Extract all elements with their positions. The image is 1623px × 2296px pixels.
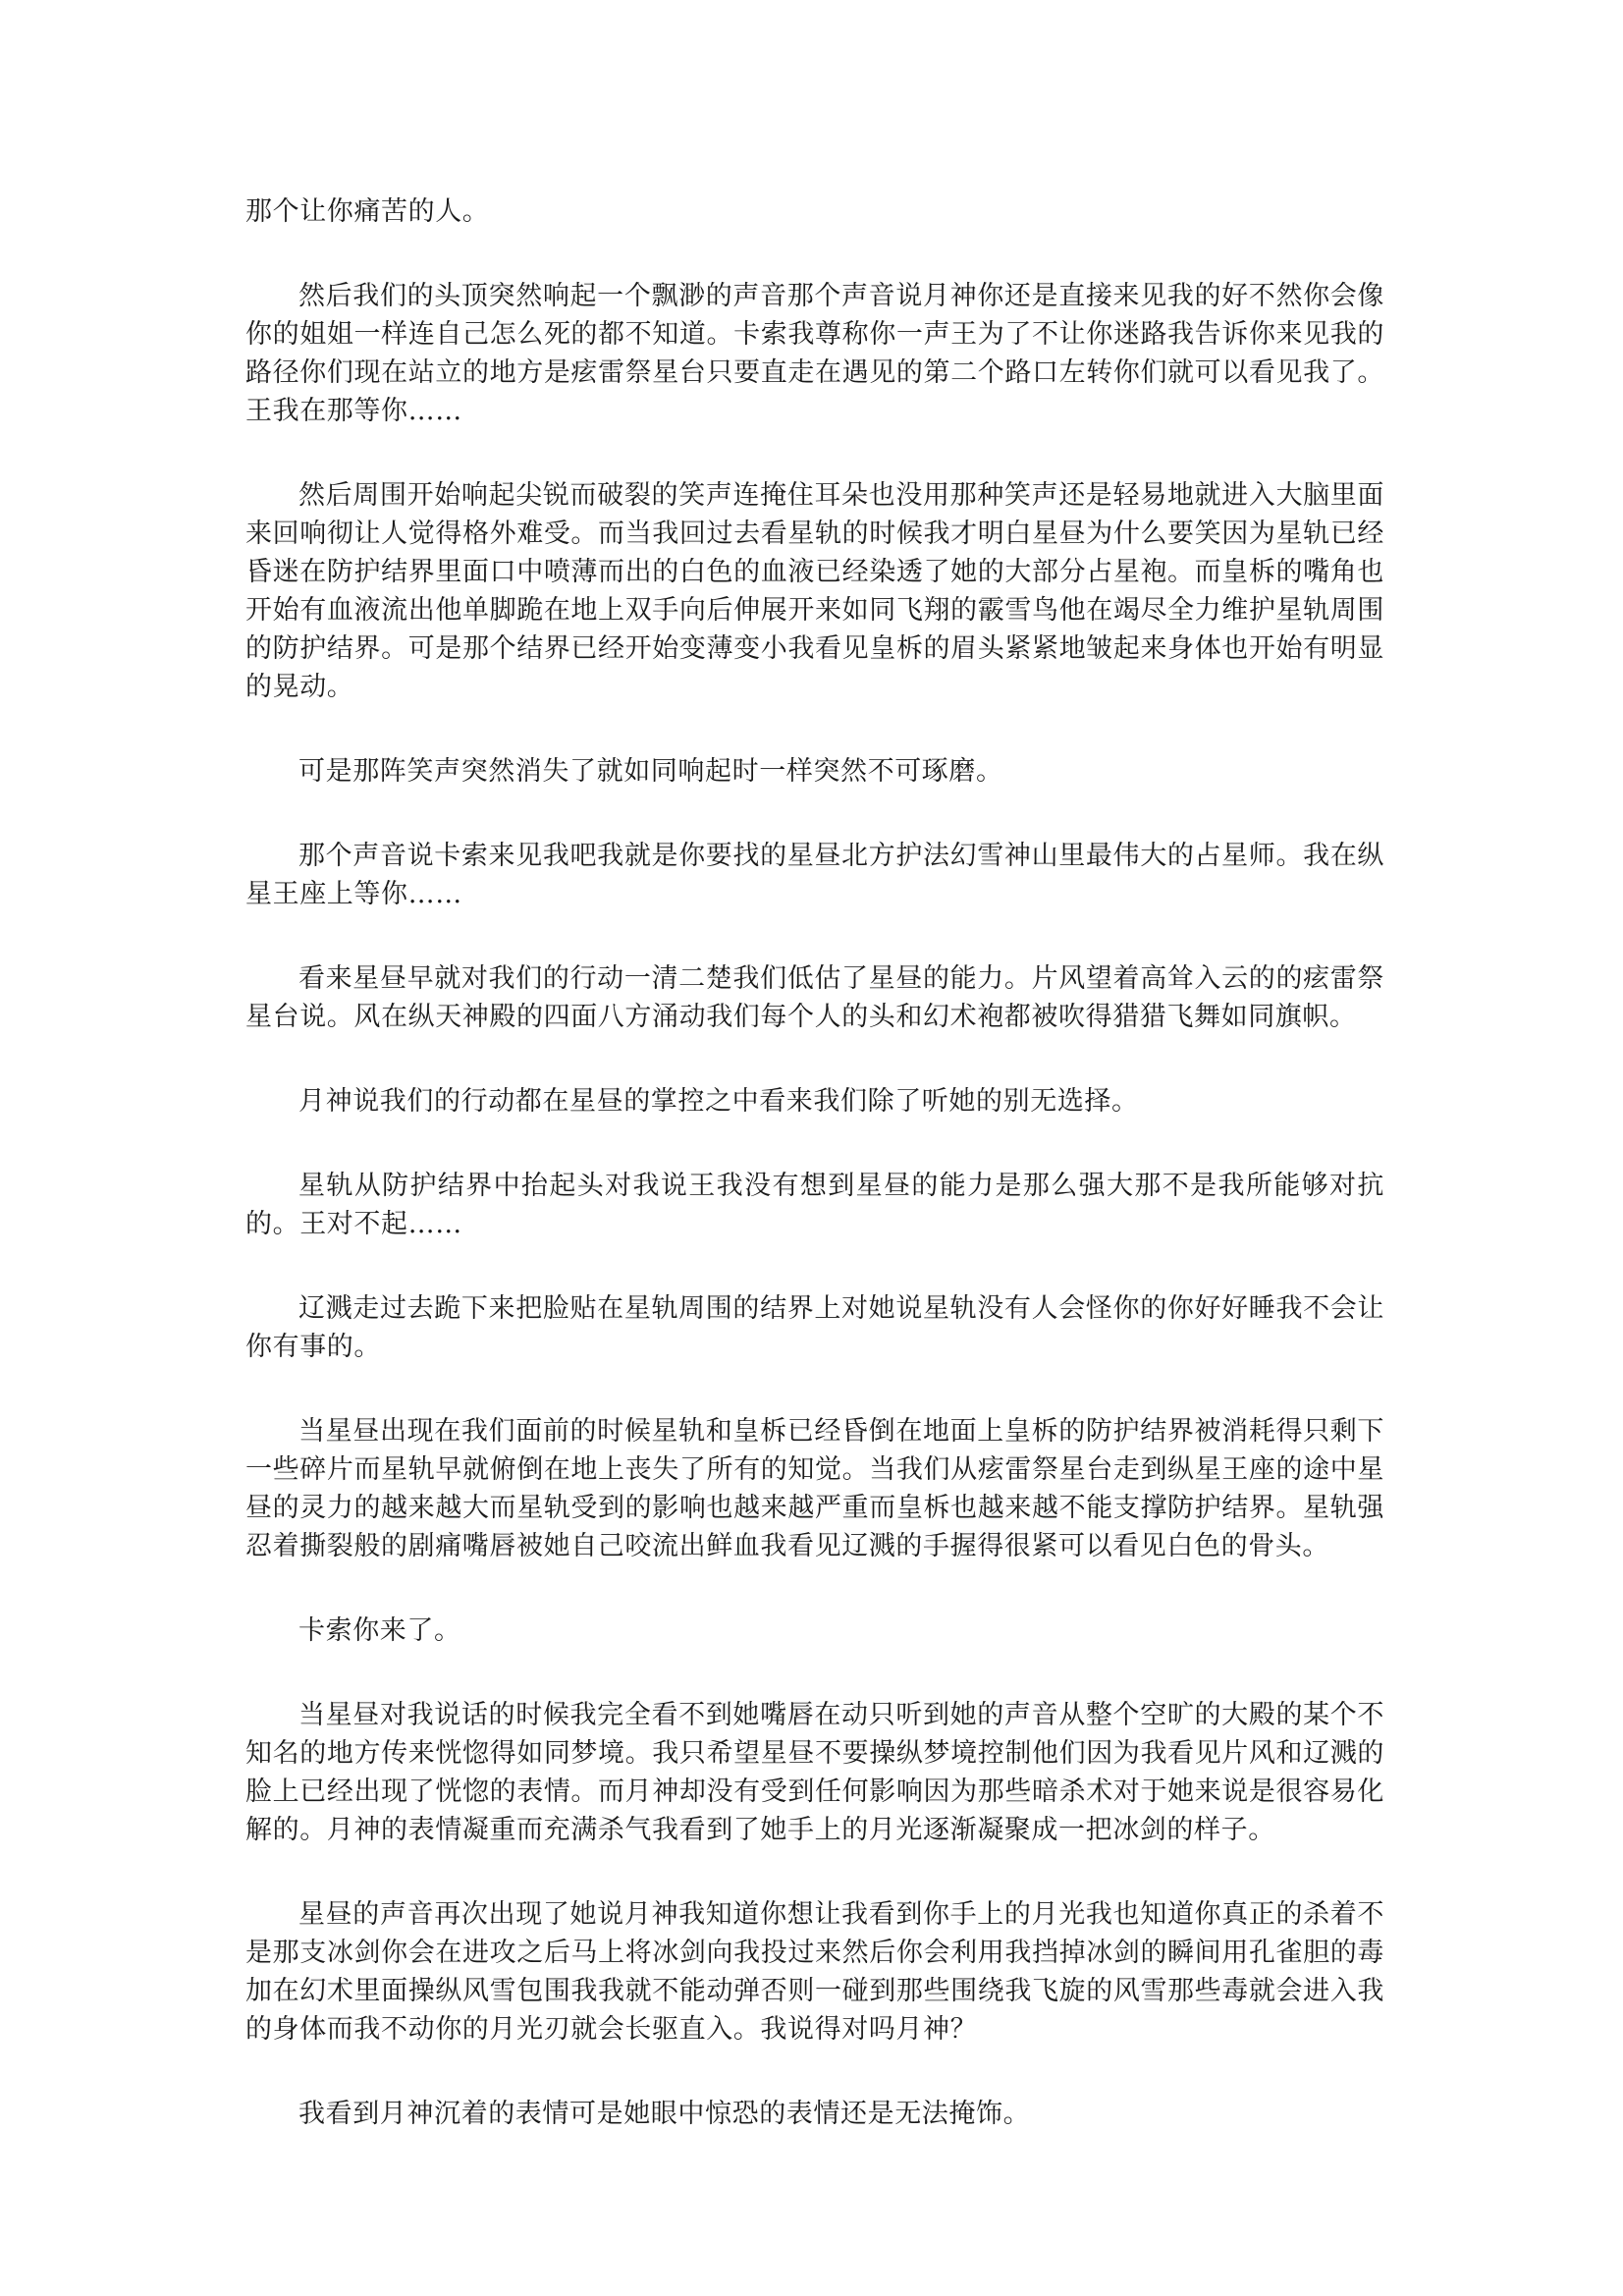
paragraph: 辽溅走过去跪下来把脸贴在星轨周围的结界上对她说星轨没有人会怪你的你好好睡我不会让你有事的。 (245, 1293, 1384, 1362)
paragraph: 我看到月神沉着的表情可是她眼中惊恐的表情还是无法掩饰。 (298, 2099, 1031, 2129)
paragraph: 可是那阵笑声突然消失了就如同响起时一样突然不可琢磨。 (298, 756, 1003, 787)
paragraph: 然后周围开始响起尖锐而破裂的笑声连掩住耳朵也没用那种笑声还是轻易地就进入大脑里面来回响彻让人觉得格外难受。而当我回过去看星轨的时候我才明白星昼为什么要笑因为星轨已经昏迷在防护结界里面口中喷薄而出的白色的血液已经染透了她的大部分占星袍。而皇柝的嘴角也开始有血液流出他单脚跪在地上双手向后伸展开来如同飞翔的霰雪鸟他在竭尽全力维护星轨周围的防护结界。可是那个结界已经开始变薄变小我看见皇柝的眉头紧紧地皱起来身体也开始有明显的晃动。 (245, 480, 1384, 702)
paragraph: 月神说我们的行动都在星昼的掌控之中看来我们除了听她的别无选择。 (298, 1086, 1139, 1117)
paragraph: 当星昼出现在我们面前的时候星轨和皇柝已经昏倒在地面上皇柝的防护结界被消耗得只剩下一些碎片而星轨早就俯倒在地上丧失了所有的知觉。当我们从痃雷祭星台走到纵星王座的途中星昼的灵力的越来越大而星轨受到的影响也越来越严重而皇柝也越来越不能支撑防护结界。星轨强忍着撕裂般的剧痛嘴唇被她自己咬流出鲜血我看见辽溅的手握得很紧可以看见白色的骨头。 (245, 1416, 1384, 1561)
paragraph: 星轨从防护结界中抬起头对我说王我没有想到星昼的能力是那么强大那不是我所能够对抗的。王对不起…… (245, 1171, 1384, 1239)
paragraph: 卡索你来了。 (298, 1615, 461, 1646)
paragraph: 看来星昼早就对我们的行动一清二楚我们低估了星昼的能力。片风望着高耸入云的的痃雷祭星台说。风在纵天神殿的四面八方涌动我们每个人的头和幻术袍都被吹得猎猎飞舞如同旗帜。 (245, 963, 1384, 1032)
paragraph: 当星昼对我说话的时候我完全看不到她嘴唇在动只听到她的声音从整个空旷的大殿的某个不知名的地方传来恍惚得如同梦境。我只希望星昼不要操纵梦境控制他们因为我看见片风和辽溅的脸上已经出现了恍惚的表情。而月神却没有受到任何影响因为那些暗杀术对于她来说是很容易化解的。月神的表情凝重而充满杀气我看到了她手上的月光逐渐凝聚成一把冰剑的样子。 (245, 1700, 1384, 1845)
paragraph: 那个声音说卡索来见我吧我就是你要找的星昼北方护法幻雪神山里最伟大的占星师。我在纵星王座上等你…… (245, 841, 1384, 909)
paragraph: 那个让你痛苦的人。 (245, 196, 490, 227)
paragraph: 星昼的声音再次出现了她说月神我知道你想让我看到你手上的月光我也知道你真正的杀着不是那支冰剑你会在进攻之后马上将冰剑向我投过来然后你会利用我挡掉冰剑的瞬间用孔雀胆的毒加在幻术里面操纵风雪包围我我就不能动弹否则一碰到那些围绕我飞旋的风雪那些毒就会进入我的身体而我不动你的月光刃就会长驱直入。我说得对吗月神？ (245, 1899, 1384, 2045)
text-body (245, 192, 1384, 2179)
paragraph: 然后我们的头顶突然响起一个飘渺的声音那个声音说月神你还是直接来见我的好不然你会像你的姐姐一样连自己怎么死的都不知道。卡索我尊称你一声王为了不让你迷路我告诉你来见我的路径你们现在站立的地方是痃雷祭星台只要直走在遇见的第二个路口左转你们就可以看见我了。王我在那等你…… (245, 281, 1384, 426)
